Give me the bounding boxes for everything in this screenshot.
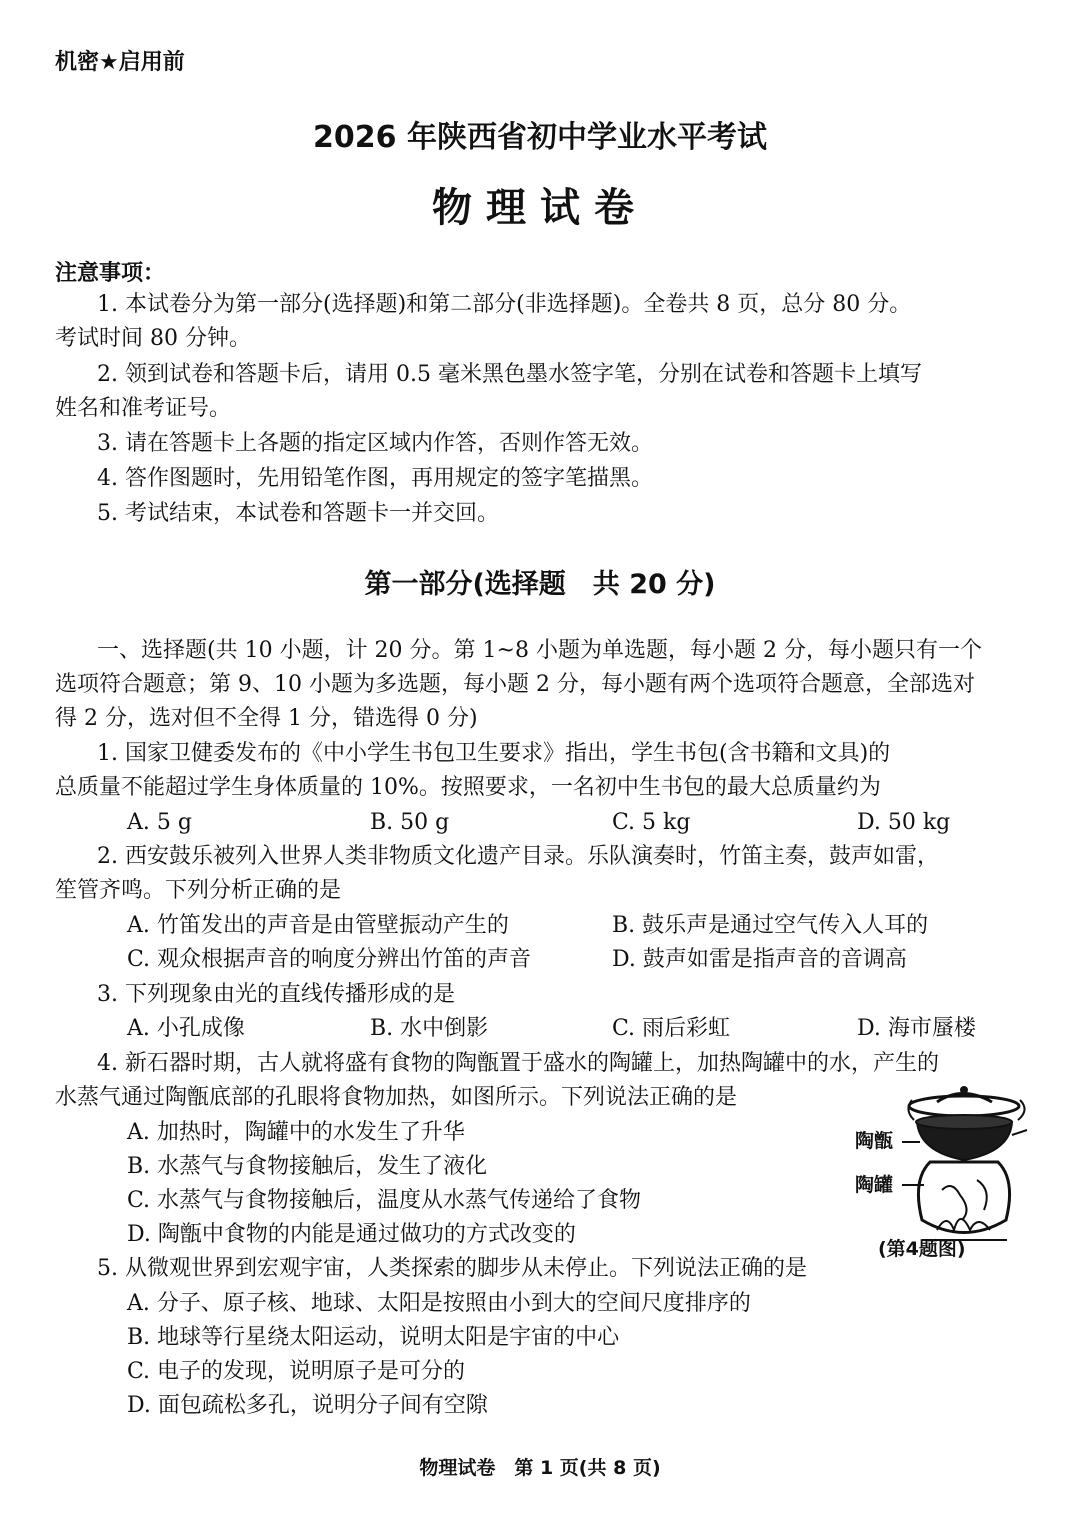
section-heading: 第一部分(选择题 共 20 分) bbox=[364, 569, 716, 600]
q1-stem-line-2: 总质量不能超过学生身体质量的 10%。按照要求，一名初中生书包的最大总质量约为 bbox=[55, 775, 881, 800]
q4-option-b: B. 水蒸气与食物接触后，发生了液化 bbox=[127, 1154, 488, 1179]
subject-title: 物理试卷 bbox=[432, 185, 648, 231]
q2-option-b: B. 鼓乐声是通过空气传入人耳的 bbox=[612, 913, 929, 938]
q1-option-b: B. 50 g bbox=[370, 810, 450, 835]
q2-option-c: C. 观众根据声音的响度分辨出竹笛的声音 bbox=[127, 947, 532, 972]
q4-stem-line-2: 水蒸气通过陶甑底部的孔眼将食物加热，如图所示。下列说法正确的是 bbox=[55, 1085, 738, 1110]
lid-knob bbox=[960, 1086, 968, 1094]
section-intro-line-2: 选项符合题意；第 9、10 小题为多选题，每小题 2 分，每小题有两个选项符合题意，全部选对 bbox=[55, 672, 975, 697]
section-intro-line-3: 得 2 分，选对但不全得 1 分，错选得 0 分) bbox=[55, 706, 478, 731]
note-2-line-2: 姓名和准考证号。 bbox=[55, 396, 232, 421]
note-1-line-2: 考试时间 80 分钟。 bbox=[55, 326, 251, 351]
pot-body bbox=[918, 1162, 1009, 1233]
q3-option-d: D. 海市蜃楼 bbox=[857, 1016, 976, 1041]
q4-option-a: A. 加热时，陶罐中的水发生了升华 bbox=[127, 1120, 465, 1145]
note-3: 3. 请在答题卡上各题的指定区域内作答，否则作答无效。 bbox=[97, 431, 653, 456]
q4-option-c: C. 水蒸气与食物接触后，温度从水蒸气传递给了食物 bbox=[127, 1188, 642, 1213]
note-4: 4. 答作图题时，先用铅笔作图，再用规定的签字笔描黑。 bbox=[97, 466, 653, 491]
exam-title: 2026 年陕西省初中学业水平考试 bbox=[313, 120, 767, 155]
q1-stem-line-1: 1. 国家卫健委发布的《中小学生书包卫生要求》指出，学生书包(含书籍和文具)的 bbox=[97, 741, 891, 766]
q3-stem: 3. 下列现象由光的直线传播形成的是 bbox=[97, 982, 455, 1007]
notes-heading: 注意事项： bbox=[55, 261, 166, 286]
note-2-line-1: 2. 领到试卷和答题卡后，请用 0.5 毫米黑色墨水签字笔，分别在试卷和答题卡上填写 bbox=[97, 362, 922, 387]
q4-stem-line-1: 4. 新石器时期，古人就将盛有食物的陶甑置于盛水的陶罐上，加热陶罐中的水，产生的 bbox=[97, 1051, 939, 1076]
q3-option-b: B. 水中倒影 bbox=[370, 1016, 489, 1041]
steamer-handle bbox=[1012, 1130, 1027, 1135]
q1-option-a: A. 5 g bbox=[127, 810, 192, 835]
figure-caption: (第4题图) bbox=[878, 1238, 966, 1260]
q5-option-b: B. 地球等行星绕太阳运动，说明太阳是宇宙的中心 bbox=[127, 1325, 620, 1350]
note-5: 5. 考试结束，本试卷和答题卡一并交回。 bbox=[97, 501, 499, 526]
q2-option-a: A. 竹笛发出的声音是由管壁振动产生的 bbox=[127, 913, 509, 938]
page-footer: 物理试卷 第 1 页(共 8 页) bbox=[419, 1457, 661, 1479]
figure-label-steamer: 陶甑 bbox=[855, 1130, 894, 1152]
q5-stem: 5. 从微观世界到宏观宇宙，人类探索的脚步从未停止。下列说法正确的是 bbox=[97, 1256, 807, 1281]
q2-option-d: D. 鼓声如雷是指声音的音调高 bbox=[612, 947, 907, 972]
note-1-line-1: 1. 本试卷分为第一部分(选择题)和第二部分(非选择题)。全卷共 8 页，总分 80 分。 bbox=[97, 292, 912, 317]
q4-option-d: D. 陶甑中食物的内能是通过做功的方式改变的 bbox=[127, 1222, 576, 1247]
q5-option-c: C. 电子的发现，说明原子是可分的 bbox=[127, 1359, 466, 1384]
figure-label-pot: 陶罐 bbox=[855, 1174, 894, 1196]
steamer-rim bbox=[916, 1115, 1012, 1129]
q2-stem-line-2: 笙管齐鸣。下列分析正确的是 bbox=[55, 878, 342, 903]
q5-option-d: D. 面包疏松多孔，说明分子间有空隙 bbox=[127, 1393, 488, 1418]
confidential-mark: 机密★启用前 bbox=[55, 50, 185, 75]
steam-right bbox=[1018, 1100, 1025, 1120]
q1-option-d: D. 50 kg bbox=[857, 810, 951, 835]
q3-option-c: C. 雨后彩虹 bbox=[612, 1016, 731, 1041]
q3-option-a: A. 小孔成像 bbox=[127, 1016, 245, 1041]
q1-option-c: C. 5 kg bbox=[612, 810, 691, 835]
section-intro-line-1: 一、选择题(共 10 小题，计 20 分。第 1~8 小题为单选题，每小题 2 分，每小题只有一个 bbox=[97, 638, 982, 663]
q5-option-a: A. 分子、原子核、地球、太阳是按照由小到大的空间尺度排序的 bbox=[127, 1291, 751, 1316]
lid-rim bbox=[909, 1096, 1019, 1116]
q2-stem-line-1: 2. 西安鼓乐被列入世界人类非物质文化遗产目录。乐队演奏时，竹笛主奏，鼓声如雷， bbox=[97, 844, 939, 869]
